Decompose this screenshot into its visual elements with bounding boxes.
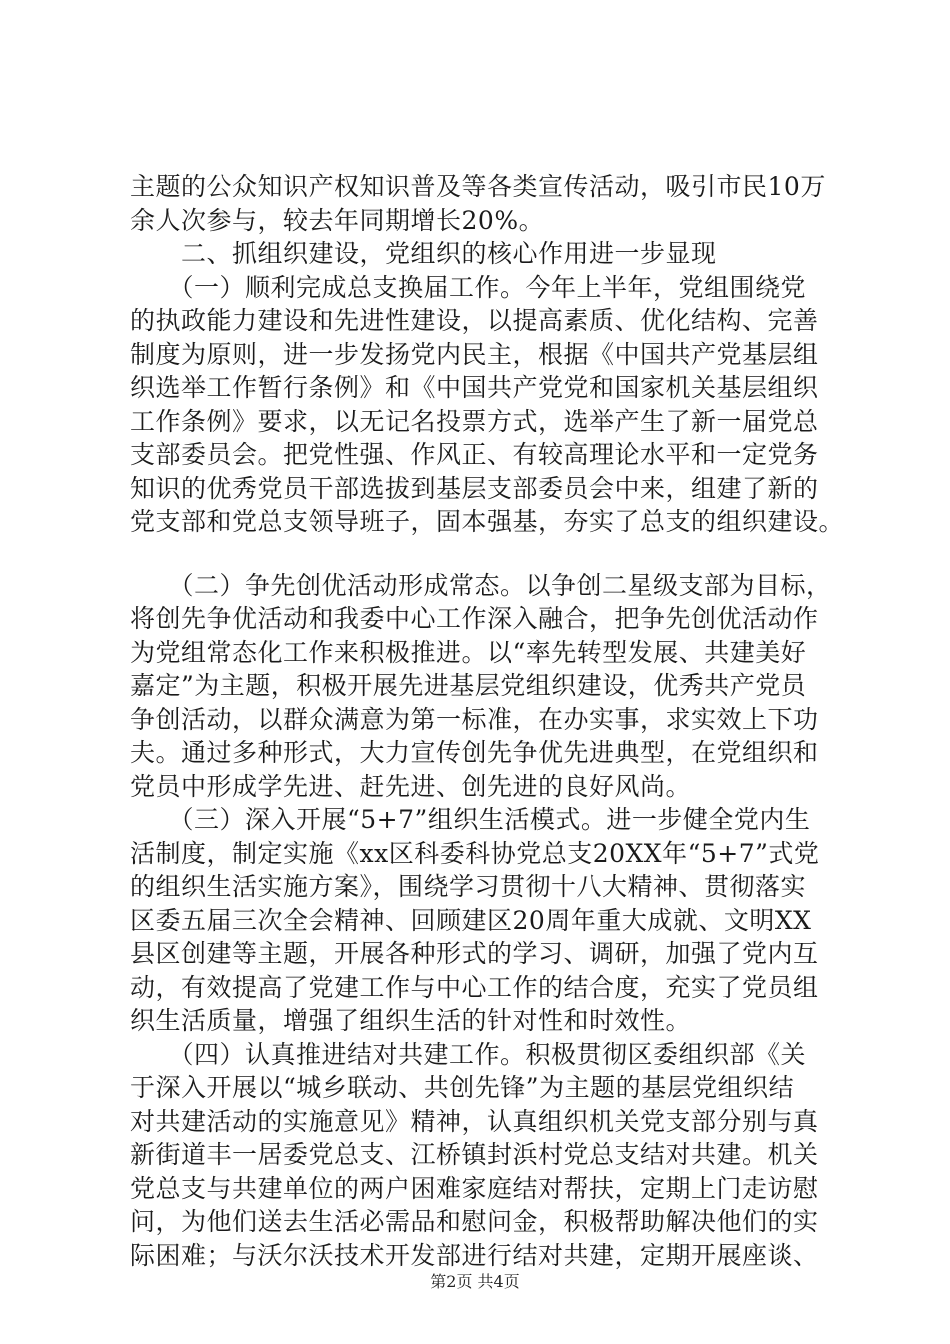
text-line: 余人次参与，较去年同期增长20%。 bbox=[130, 205, 545, 235]
text-line: 于深入开展以“城乡联动、共创先锋”为主题的基层党组织结 bbox=[130, 1073, 795, 1102]
text-line: 织生活质量，增强了组织生活的针对性和时效性。 bbox=[130, 1006, 692, 1035]
text-line: 夫。通过多种形式，大力宣传创先争优先进典型，在党组织和 bbox=[130, 738, 819, 767]
paragraph-block-2 bbox=[130, 569, 850, 1273]
text-line: 的组织生活实施方案》，围绕学习贯彻十八大精神、贯彻落实 bbox=[130, 872, 807, 901]
text-line: 际困难；与沃尔沃技术开发部进行结对共建，定期开展座谈、 bbox=[130, 1240, 819, 1270]
document-body bbox=[130, 170, 850, 1272]
text-line: 问，为他们送去生活必需品和慰问金，积极帮助解决他们的实 bbox=[130, 1207, 819, 1236]
text-line: 将创先争优活动和我委中心工作深入融合，把争先创优活动作 bbox=[130, 604, 819, 633]
text-line: 二、抓组织建设，党组织的核心作用进一步显现 bbox=[130, 239, 717, 268]
text-line: 制度为原则，进一步发扬党内民主，根据《中国共产党基层组 bbox=[130, 339, 819, 369]
text-line: （二）争先创优活动形成常态。以争创二星级支部为目标， bbox=[130, 570, 832, 600]
text-line: 党员中形成学先进、赶先进、创先进的良好风尚。 bbox=[130, 771, 692, 801]
text-line: 对共建活动的实施意见》精神，认真组织机关党支部分别与真 bbox=[130, 1106, 819, 1136]
text-line: 党支部和党总支领导班子，固本强基，夯实了总支的组织建设。 bbox=[130, 507, 845, 536]
text-line: （一）顺利完成总支换届工作。今年上半年，党组围绕党 bbox=[130, 272, 807, 302]
text-line: 知识的优秀党员干部选拔到基层支部委员会中来，组建了新的 bbox=[130, 473, 819, 503]
text-line: 织选举工作暂行条例》和《中国共产党党和国家机关基层组织 bbox=[130, 373, 819, 402]
paragraph-block-1 bbox=[130, 170, 850, 539]
text-line: 主题的公众知识产权知识普及等各类宣传活动，吸引市民10万 bbox=[130, 172, 826, 201]
text-line: 工作条例》要求，以无记名投票方式，选举产生了新一届党总 bbox=[130, 406, 819, 436]
text-line: 活制度，制定实施《xx区科委科协党总支20XX年“5+7”式党 bbox=[130, 838, 820, 868]
text-line: 党总支与共建单位的两户困难家庭结对帮扶，定期上门走访慰 bbox=[130, 1173, 819, 1203]
paragraph-gap bbox=[130, 539, 850, 569]
text-line: 区委五届三次全会精神、回顾建区20周年重大成就、文明XX bbox=[130, 905, 812, 935]
text-line: 新街道丰一居委党总支、江桥镇封浜村党总支结对共建。机关 bbox=[130, 1140, 819, 1169]
text-line: 动，有效提高了党建工作与中心工作的结合度，充实了党员组 bbox=[130, 972, 819, 1002]
text-line: 嘉定”为主题，积极开展先进基层党组织建设，优秀共产党员 bbox=[130, 671, 807, 700]
page-footer: 第2页 共4页 bbox=[430, 1272, 520, 1291]
text-line: 的执政能力建设和先进性建设，以提高素质、优化结构、完善 bbox=[130, 306, 819, 335]
text-line: 支部委员会。把党性强、作风正、有较高理论水平和一定党务 bbox=[130, 440, 819, 469]
text-line: （四）认真推进结对共建工作。积极贯彻区委组织部《关 bbox=[130, 1039, 807, 1069]
text-line: 县区创建等主题，开展各种形式的学习、调研，加强了党内互 bbox=[130, 939, 819, 968]
text-line: 争创活动，以群众满意为第一标准，在办实事，求实效上下功 bbox=[130, 704, 819, 734]
text-line: 为党组常态化工作来积极推进。以“率先转型发展、共建美好 bbox=[130, 637, 807, 667]
text-line: （三）深入开展“5+7”组织生活模式。进一步健全党内生 bbox=[130, 805, 811, 834]
